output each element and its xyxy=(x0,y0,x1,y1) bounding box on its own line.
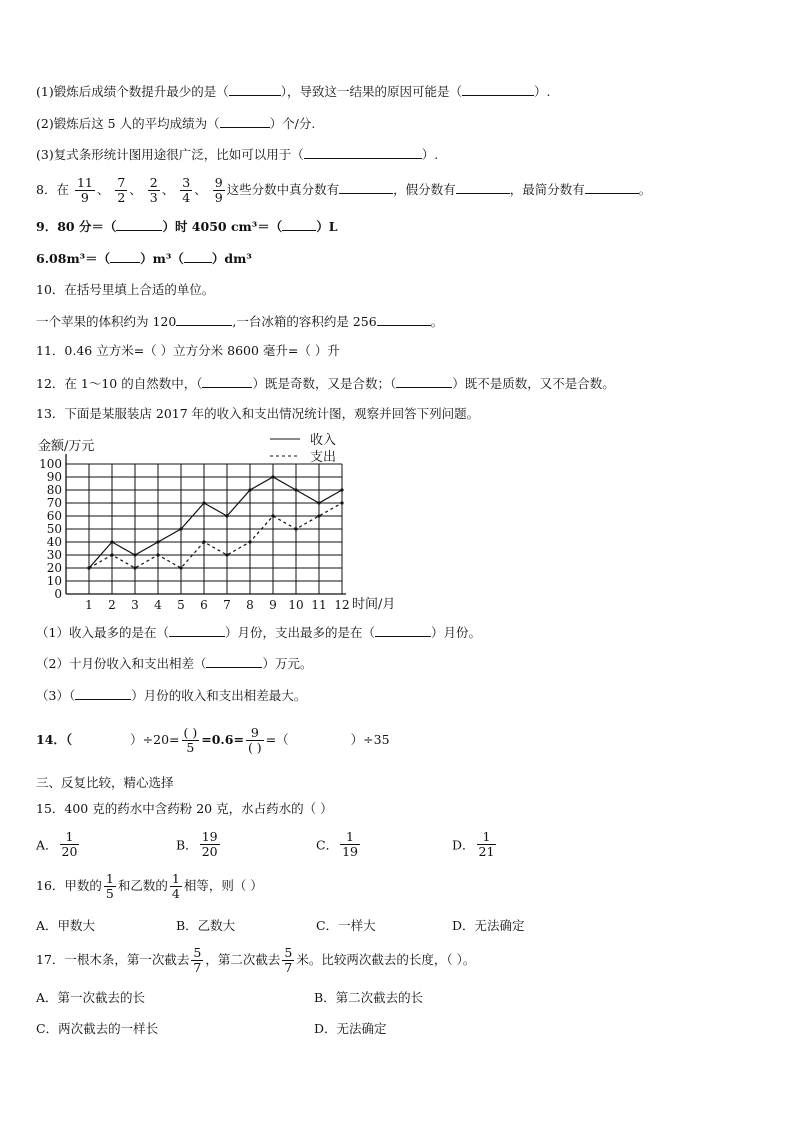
chart-ticks xyxy=(39,457,350,612)
data-point xyxy=(317,514,320,517)
data-point xyxy=(248,540,251,543)
data-point xyxy=(202,501,205,504)
chart-axes xyxy=(66,454,346,594)
answer-blank[interactable] xyxy=(585,181,639,194)
y-tick-label: 20 xyxy=(46,561,62,575)
option-b[interactable]: B．第二次截去的长 xyxy=(314,990,424,1005)
fraction: $\frac{1}{5}$ xyxy=(105,871,114,901)
fraction: $\frac{5}{7}$ xyxy=(284,945,293,975)
legend-label: 支出 xyxy=(310,450,337,465)
fraction: $\frac{7}{2}$ xyxy=(117,175,126,205)
answer-blank[interactable] xyxy=(206,655,262,668)
x-tick-label: 9 xyxy=(269,598,277,612)
data-point xyxy=(133,553,136,556)
question-11: 11．0.46 立方米=（ ）立方分米 8600 毫升=（ ）升 xyxy=(36,343,340,358)
option-b[interactable] xyxy=(176,830,222,859)
question-9-line2: 6.08m³＝（ ）m³（ ）dm³ xyxy=(36,251,252,266)
answer-blank[interactable] xyxy=(116,218,162,231)
answer-blank[interactable] xyxy=(282,218,316,231)
y-tick-label: 80 xyxy=(46,483,62,497)
fraction: $\frac{2}{3}$ xyxy=(149,175,158,205)
question-13-part2: （2）十月份收入和支出相差（ ）万元。 xyxy=(36,656,313,671)
answer-blank[interactable] xyxy=(396,375,452,388)
option-letter: A． xyxy=(36,837,58,853)
x-tick-label: 11 xyxy=(311,598,327,612)
option-letter: C． xyxy=(316,837,339,853)
x-tick-label: 10 xyxy=(288,598,304,612)
x-tick-label: 3 xyxy=(131,598,139,612)
question-13-title: 13．下面是某服装店 2017 年的收入和支出情况统计图，观察并回答下列问题。 xyxy=(36,406,480,421)
option-c[interactable] xyxy=(316,830,362,859)
option-a[interactable]: A．甲数大 xyxy=(36,918,96,933)
fraction: $\frac{1}{21}$ xyxy=(478,829,495,859)
x-axis-label: 时间/月 xyxy=(352,597,396,612)
answer-blank[interactable] xyxy=(339,181,393,194)
question-10-title: 10．在括号里填上合适的单位。 xyxy=(36,282,215,297)
section-3-heading: 三、反复比较，精心选择 xyxy=(36,775,174,790)
fraction: $\frac{1}{19}$ xyxy=(342,829,358,859)
option-d[interactable]: D．无法确定 xyxy=(452,918,525,933)
y-tick-label: 60 xyxy=(46,509,62,523)
data-point xyxy=(156,540,159,543)
option-b[interactable]: B．乙数大 xyxy=(176,918,236,933)
question-17: 17．一根木条，第一次截去 $\frac{5}{7}$ ，第二次截去 $\frac{5}{7}$ 米。比较两次截去的长度，（ ）。 xyxy=(36,945,476,975)
question-13-part1: （1）收入最多的是在（ ）月份，支出最多的是在（ ）月份。 xyxy=(36,625,481,640)
q7-part3: (3)复式条形统计图用途很广泛，比如可以用于（ ）. xyxy=(36,147,439,162)
data-point xyxy=(317,501,320,504)
question-9-line1: 9．80 分＝（ ）时 4050 cm³＝（ ）L xyxy=(36,219,338,234)
data-point xyxy=(87,566,90,569)
x-tick-label: 1 xyxy=(85,598,93,612)
answer-blank[interactable] xyxy=(75,687,131,700)
fraction: $\frac{11}{9}$ xyxy=(76,175,93,205)
answer-blank[interactable] xyxy=(169,624,225,637)
y-tick-label: 50 xyxy=(46,522,62,536)
chart-legend xyxy=(270,432,336,465)
x-tick-label: 6 xyxy=(200,598,208,612)
data-point xyxy=(294,527,297,530)
y-tick-label: 40 xyxy=(46,535,62,549)
y-tick-label: 0 xyxy=(54,587,62,601)
fraction: $\frac{1}{20}$ xyxy=(61,829,78,859)
fraction: $\frac{9}{( )}$ xyxy=(247,725,262,755)
data-point xyxy=(271,514,274,517)
fraction: $\frac{9}{9}$ xyxy=(214,175,223,205)
answer-blank[interactable] xyxy=(110,250,140,263)
option-letter: D． xyxy=(452,837,475,853)
answer-blank[interactable] xyxy=(184,250,212,263)
series-line-expense xyxy=(89,503,342,568)
q7-part2: (2)锻炼后这 5 人的平均成绩为（ ）个/分. xyxy=(36,116,316,131)
fraction: $\frac{5}{7}$ xyxy=(193,945,202,975)
data-point xyxy=(133,566,136,569)
y-tick-label: 30 xyxy=(46,548,62,562)
data-point xyxy=(110,553,113,556)
answer-blank[interactable] xyxy=(462,83,534,96)
y-tick-label: 100 xyxy=(39,457,62,471)
fraction: $\frac{1}{4}$ xyxy=(171,871,180,901)
y-tick-label: 70 xyxy=(46,496,62,510)
data-point xyxy=(110,540,113,543)
fraction: $\frac{19}{20}$ xyxy=(201,829,218,859)
answer-blank[interactable] xyxy=(176,313,232,326)
x-tick-label: 7 xyxy=(223,598,231,612)
legend-label: 收入 xyxy=(310,433,337,448)
q7-part1: (1)锻炼后成绩个数提升最少的是（ ），导致这一结果的原因可能是（ ）. xyxy=(36,84,551,99)
question-15: 15．400 克的药水中含药粉 20 克，水占药水的（ ） xyxy=(36,801,333,816)
answer-blank[interactable] xyxy=(377,313,431,326)
data-point xyxy=(225,514,228,517)
y-axis-label: 金额/万元 xyxy=(38,439,95,454)
option-c[interactable]: C．一样大 xyxy=(316,918,376,933)
answer-blank[interactable] xyxy=(456,181,510,194)
data-point xyxy=(271,475,274,478)
answer-blank[interactable] xyxy=(304,146,422,159)
data-point xyxy=(179,566,182,569)
chart-grid xyxy=(66,464,342,594)
x-tick-label: 12 xyxy=(334,598,350,612)
answer-blank[interactable] xyxy=(375,624,431,637)
data-point xyxy=(202,540,205,543)
y-tick-label: 90 xyxy=(46,470,62,484)
data-point xyxy=(156,553,159,556)
question-14: 14．（ ）÷20= $\frac{( )}{5}$ =0.6= $\frac{9}{( )}$ =（ ）÷35 xyxy=(36,725,390,755)
x-tick-label: 4 xyxy=(154,598,162,612)
option-letter: B． xyxy=(176,837,198,853)
x-tick-label: 2 xyxy=(108,598,116,612)
data-point xyxy=(248,488,251,491)
question-12: 12．在 1～10 的自然数中，（ ）既是奇数，又是合数；（ ）既不是质数，又不是合数。 xyxy=(36,376,615,391)
x-tick-label: 5 xyxy=(177,598,185,612)
question-13-part3: （3）（ ）月份的收入和支出相差最大。 xyxy=(36,688,307,703)
fraction: $\frac{3}{4}$ xyxy=(182,175,191,205)
answer-blank[interactable] xyxy=(202,375,252,388)
option-a[interactable] xyxy=(36,830,81,859)
answer-blank[interactable] xyxy=(220,115,270,128)
data-point xyxy=(225,553,228,556)
data-point xyxy=(340,501,343,504)
data-point xyxy=(340,488,343,491)
y-tick-label: 10 xyxy=(46,574,62,588)
line-chart xyxy=(30,432,400,614)
x-tick-label: 8 xyxy=(246,598,254,612)
question-16: 16．甲数的 $\frac{1}{5}$ 和乙数的 $\frac{1}{4}$ 相等，则（ ） xyxy=(36,871,263,901)
fraction: $\frac{( )}{5}$ xyxy=(183,725,198,755)
data-point xyxy=(179,527,182,530)
series-line-income xyxy=(89,477,342,568)
option-c[interactable]: C．两次截去的一样长 xyxy=(36,1021,159,1036)
option-d[interactable] xyxy=(452,830,498,859)
option-d[interactable]: D．无法确定 xyxy=(314,1021,387,1036)
answer-blank[interactable] xyxy=(229,83,281,96)
question-10-body: 一个苹果的体积约为 120 ,一台冰箱的容积约是 256 。 xyxy=(36,314,444,329)
data-point xyxy=(294,488,297,491)
option-a[interactable]: A．第一次截去的长 xyxy=(36,990,146,1005)
question-8: 8．在 $\frac{11}{9}$ 、 $\frac{7}{2}$ 、 $\frac{2}{3}$ 、 $\frac{3}{4}$ 、 $\frac{9}{9}$ 这些分数中真分数有 ，假分数有 ，最简分数有 。 xyxy=(36,175,652,205)
